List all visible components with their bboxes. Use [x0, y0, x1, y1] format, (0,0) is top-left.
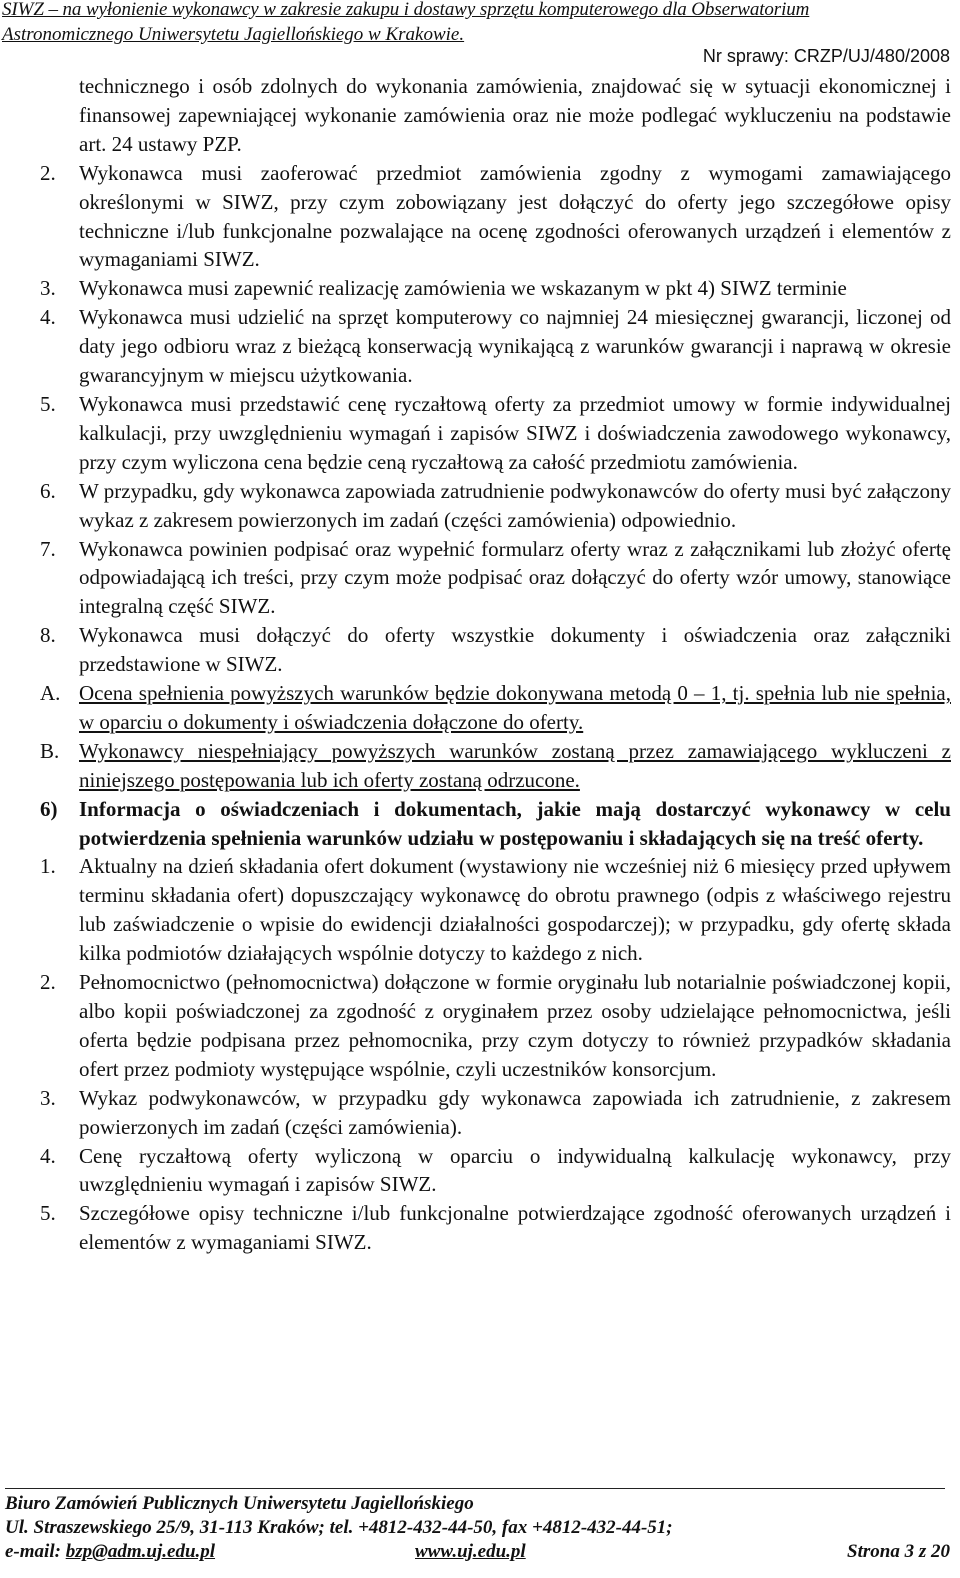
item-text: Wykonawca musi zaoferować przedmiot zamówienia zgodny z wymogami zamawiającego określonymi w SIWZ, przy czym zobowiązany jest dołączyć do oferty jego szczegółowe opisy techniczne i/lub funkcjonalne pozwalające na ocenę zgodności oferowanych urządzeń i elementów z wymaganiami SIWZ.: [79, 160, 951, 272]
item-number: 2.: [40, 970, 56, 995]
document-body: [40, 72, 951, 1257]
item-number: 4.: [40, 1143, 56, 1168]
email-link[interactable]: bzp@adm.uj.edu.pl: [65, 1541, 216, 1562]
header-title-line1: SIWZ – na wyłonienie wykonawcy w zakresie zakupu i dostawy sprzętu komputerowego dla Obserwatorium: [2, 0, 810, 20]
list-item: [40, 303, 951, 390]
intro-continuation: technicznego i osób zdolnych do wykonania zamówienia, znajdować się w sytuacji ekonomicznej i finansowej zapewniającej wykonanie zamówienia oraz nie może podlegać wykluczeniu na podstawie art. 24 ustawy PZP.: [79, 74, 951, 156]
case-number: Nr sprawy: CRZP/UJ/480/2008: [702, 46, 950, 66]
item-text: Wykonawca musi zapewnić realizację zamówienia we wskazanym w pkt 4) SIWZ terminie: [79, 276, 847, 301]
section-heading: [40, 795, 951, 853]
item-number: 3.: [40, 1085, 56, 1110]
item-number: 5.: [40, 391, 56, 416]
list-item: [40, 852, 951, 968]
footer-office-name: Biuro Zamówień Publicznych Uniwersytetu Jagiellońskiego: [5, 1493, 474, 1514]
item-number: 5.: [40, 1201, 56, 1226]
item-text: Pełnomocnictwo (pełnomocnictwa) dołączone w formie oryginału lub notarialnie poświadczonej kopii, albo kopii poświadczonej za zgodność z oryginałem przez osoby udzielające pełnomocnictwa, jeśli oferta będzie podpisana przez pełnomocnika, przy czym dotyczy to również przypadków składania ofert przez podmioty występujące wspólnie, czyli uczestników konsorcjum.: [79, 970, 951, 1081]
email-label: e-mail:: [5, 1541, 66, 1562]
header-title-line2: Astronomicznego Uniwersytetu Jagiellońskiego w Krakowie.: [2, 24, 465, 45]
list-item: [40, 968, 951, 1084]
item-text: Wykonawca powinien podpisać oraz wypełnić formularz oferty wraz z załącznikami lub złożyć ofertę odpowiadającą ich treści, przy czym może podpisać oraz dołączyć do oferty wzór umowy, stanowiące integralną część SIWZ.: [79, 536, 951, 619]
item-text: Wykonawca musi dołączyć do oferty wszystkie dokumenty i oświadczenia oraz załączniki przedstawione w SIWZ.: [79, 623, 951, 677]
list-item: [40, 390, 951, 477]
item-text: Wykonawcy niespełniający powyższych warunków zostaną przez zamawiającego wykluczeni z niniejszego postępowania lub ich oferty zostaną odrzucone.: [79, 738, 951, 792]
list-item: [40, 1199, 951, 1257]
list-item: [40, 159, 951, 275]
list-item: [40, 1084, 951, 1142]
list-item: [40, 737, 951, 795]
item-text: Wykaz podwykonawców, w przypadku gdy wykonawca zapowiada ich zatrudnienie, z zakresem powierzonych im zadań (części zamówienia).: [79, 1085, 951, 1139]
list-item: [40, 535, 951, 622]
section-number: 6): [40, 796, 58, 821]
item-letter: A.: [40, 681, 61, 706]
item-text: Wykonawca musi udzielić na sprzęt komputerowy co najmniej 24 miesięcznej gwarancji, liczonej od daty jego odbioru wraz z bieżącą konserwacją wynikającą z warunków gwarancji i naprawą w okresie gwarancyjnym w miejscu użytkowania.: [79, 305, 951, 388]
item-text: W przypadku, gdy wykonawca zapowiada zatrudnienie podwykonawców do oferty musi być załączony wykaz z zakresem powierzonych im zadań (części zamówienia) odpowiednio.: [79, 478, 951, 532]
item-number: 3.: [40, 276, 56, 301]
list-item: [40, 621, 951, 679]
item-number: 2.: [40, 160, 56, 185]
footer-address: Ul. Straszewskiego 25/9, 31-113 Kraków; tel. +4812-432-44-50, fax +4812-432-44-51;: [5, 1517, 673, 1538]
section-heading-text: Informacja o oświadczeniach i dokumentach, jakie mają dostarczyć wykonawcy w celu potwierdzenia spełnienia warunków udziału w postępowaniu i składających się na treść oferty.: [79, 796, 951, 850]
item-text: Aktualny na dzień składania ofert dokument (wystawiony nie wcześniej niż 6 miesięcy przed upływem terminu składania ofert) dopuszczający wykonawcę do obrotu prawnego (odpis z właściwego rejestru lub zaświadczenie o wpisie do ewidencji działalności gospodarczej); w przypadku, gdy ofertę składa kilka podmiotów działających wspólnie dotyczy to każdego z nich.: [79, 854, 951, 966]
item-number: 7.: [40, 536, 56, 561]
item-text: Szczegółowe opisy techniczne i/lub funkcjonalne potwierdzające zgodność oferowanych urządzeń i elementów z wymaganiami SIWZ.: [79, 1201, 951, 1255]
list-item: [40, 1142, 951, 1200]
item-text: Cenę ryczałtową oferty wyliczoną w oparciu o indywidualną kalkulację wykonawcy, przy uwzględnieniu wymagań i zapisów SIWZ.: [79, 1143, 951, 1197]
item-text: Wykonawca musi przedstawić cenę ryczałtową oferty za przedmiot umowy w formie indywidualnej kalkulacji, przy uwzględnieniu wymagań i zapisów SIWZ i doświadczenia zawodowego wykonawcy, przy czym wyliczona cena będzie ceną ryczałtową za całość przedmiotu zamówienia.: [79, 391, 951, 474]
item-number: 4.: [40, 305, 56, 330]
item-number: 1.: [40, 854, 56, 879]
list-item: [40, 274, 951, 303]
item-text: Ocena spełnienia powyższych warunków będzie dokonywana metodą 0 – 1, tj. spełnia lub nie spełnia, w oparciu o dokumenty i oświadczenia dołączone do oferty.: [79, 681, 951, 734]
item-number: 6.: [40, 478, 56, 503]
website-link[interactable]: www.uj.edu.pl: [415, 1541, 526, 1562]
item-letter: B.: [40, 738, 60, 763]
item-number: 8.: [40, 623, 56, 648]
list-item: [40, 679, 951, 737]
footer-divider: [5, 1488, 945, 1489]
footer-contact-line: [5, 1540, 950, 1564]
list-item: [40, 477, 951, 535]
page-number: Strona 3 z 20: [847, 1541, 950, 1562]
